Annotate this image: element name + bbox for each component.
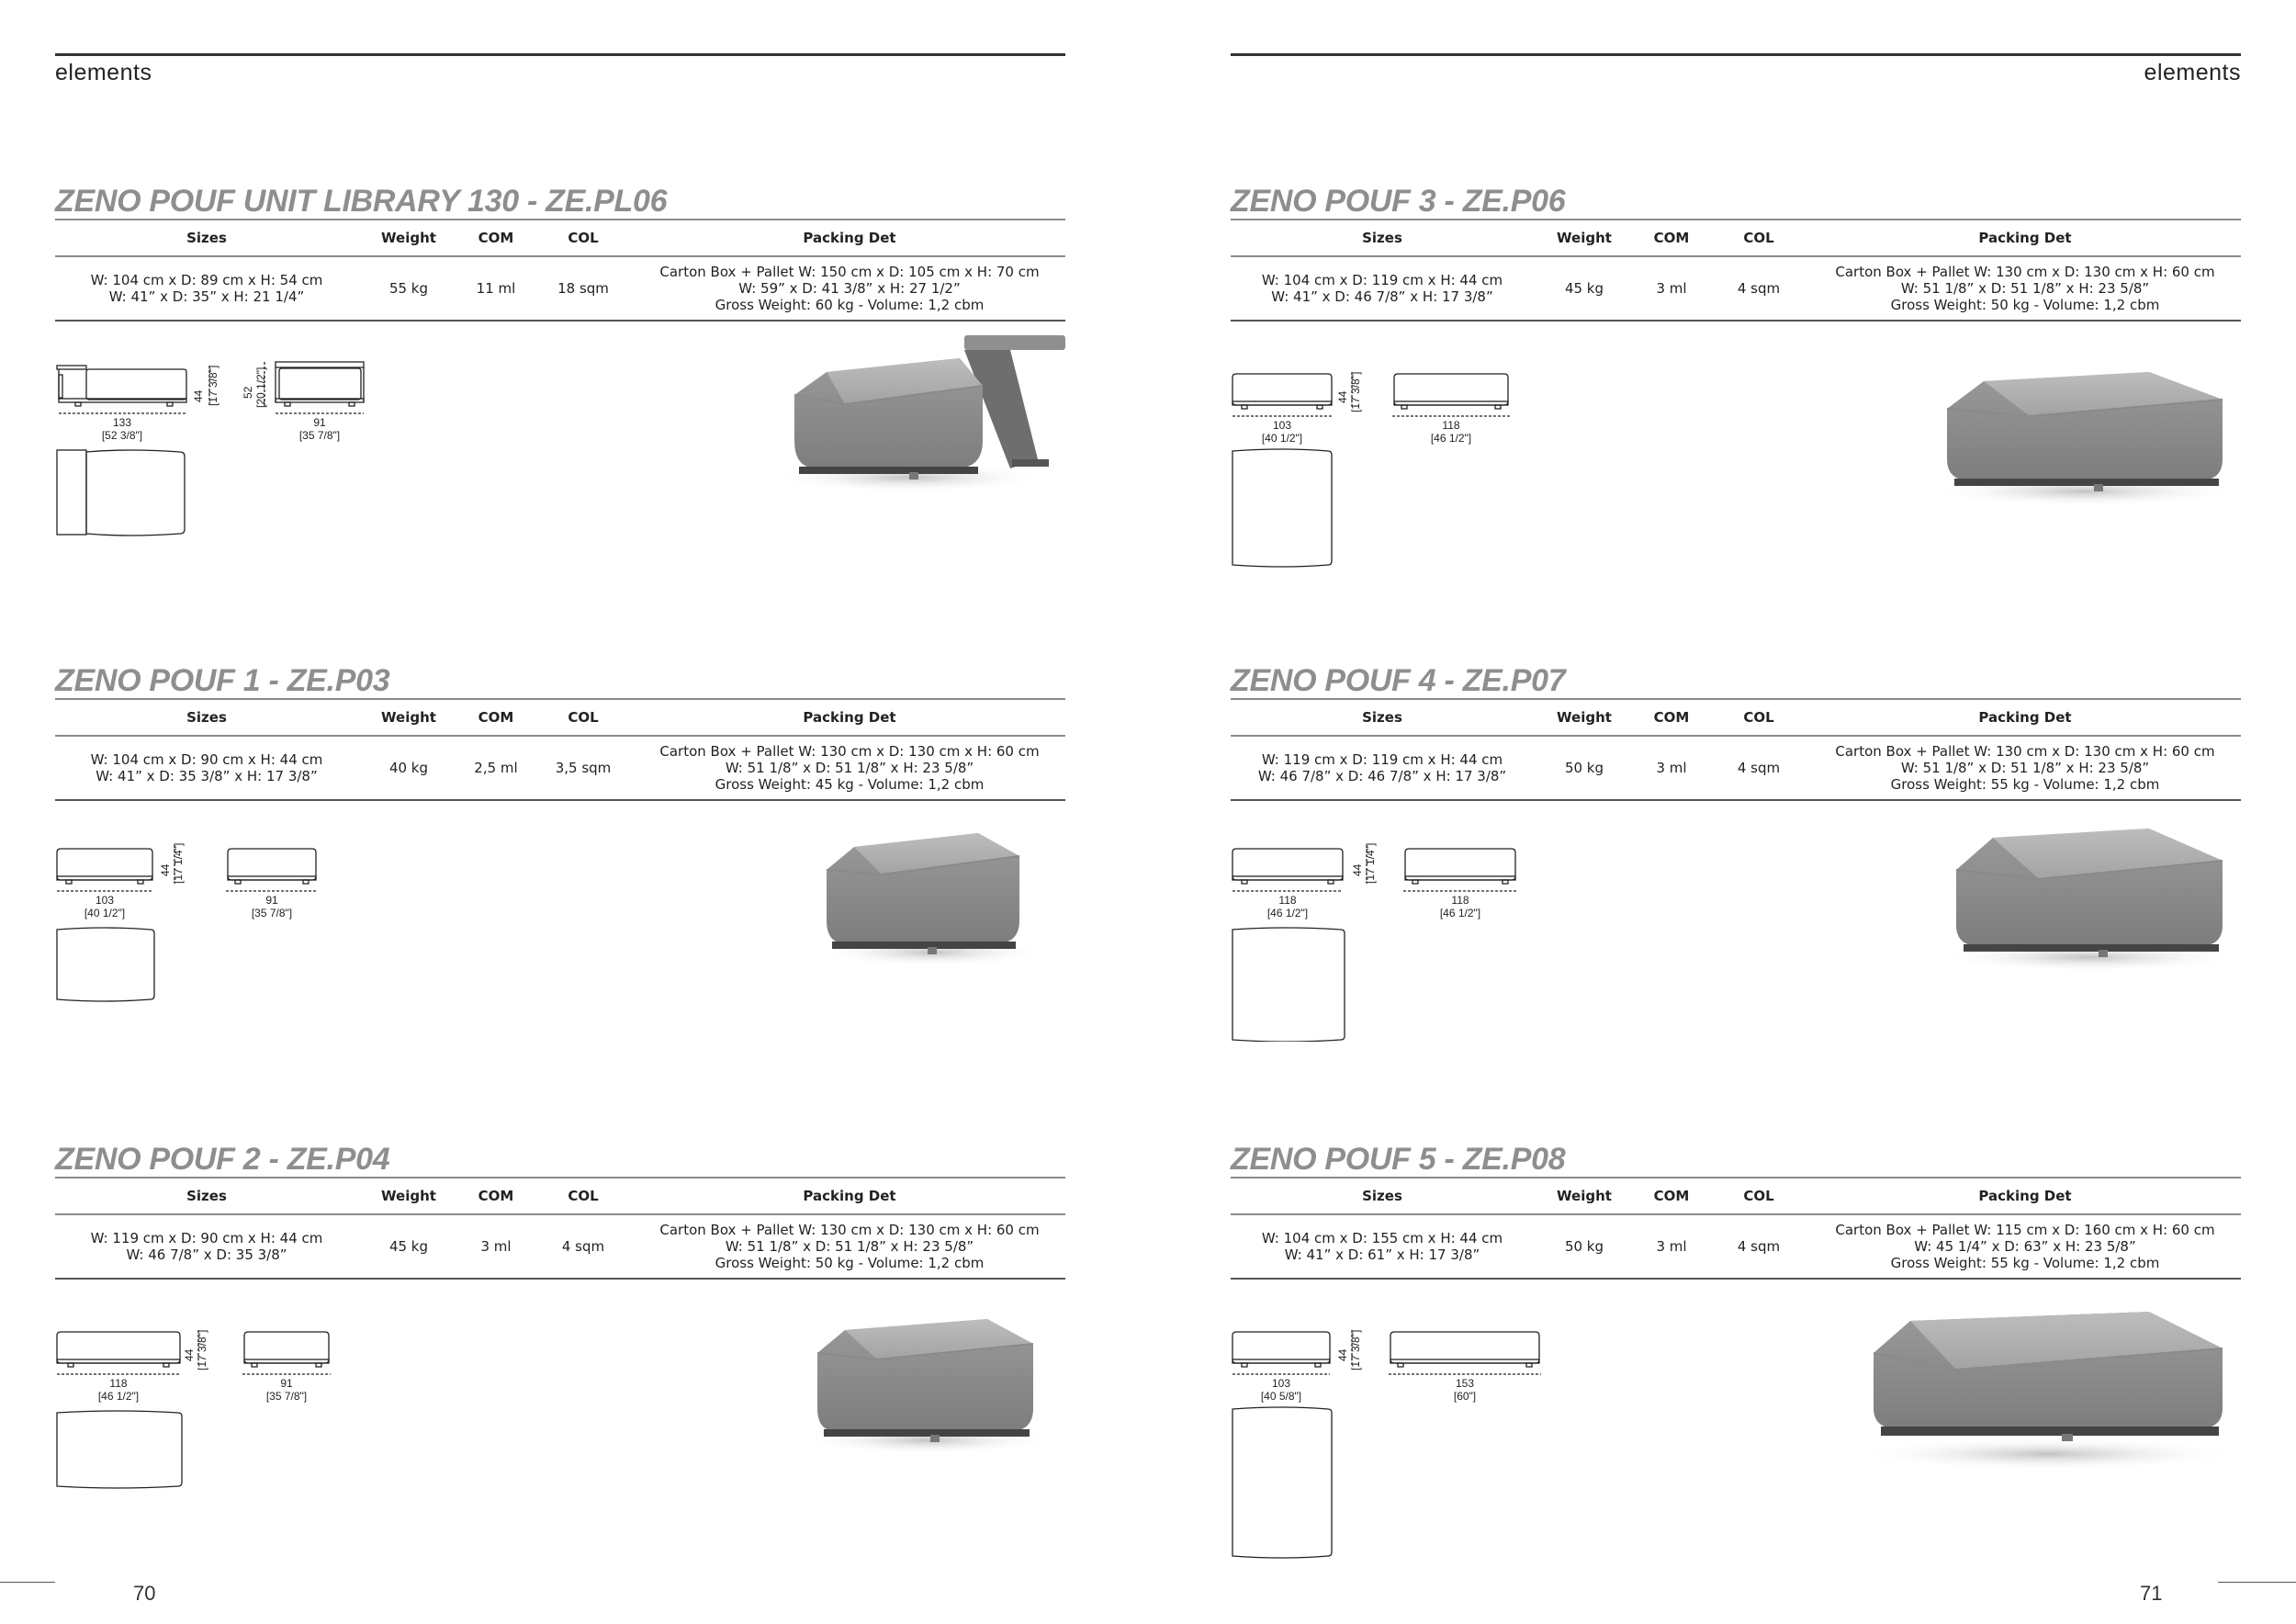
- col-col: COL: [533, 699, 634, 736]
- col-packing: Packing Det: [634, 1178, 1065, 1214]
- packing-cell: Carton Box + Pallet W: 130 cm x D: 130 cm x H: 60 cm W: 51 1/8” x D: 51 1/8” x H: 23 5/8” Gross Weight: 50 kg - Volume: 1,2 cbm: [634, 1214, 1065, 1279]
- table-row: [55, 1214, 1065, 1279]
- side-view: [228, 849, 316, 884]
- col-col: COL: [1708, 699, 1809, 736]
- com-cell: 2,5 ml: [459, 736, 533, 800]
- dim-front-height: 44: [183, 1348, 196, 1361]
- product-render: [771, 321, 1065, 505]
- col-col: COL: [533, 1178, 634, 1214]
- col-cell: 4 sqm: [1708, 256, 1809, 321]
- weight-cell: 55 kg: [358, 256, 459, 321]
- dim-front-width-in: [46 1/2"]: [1266, 907, 1309, 919]
- col-packing: Packing Det: [1809, 699, 2241, 736]
- col-com: COM: [459, 1178, 533, 1214]
- packing-cell: Carton Box + Pallet W: 115 cm x D: 160 cm x H: 60 cm W: 45 1/4” x D: 63” x H: 23 5/8” Gross Weight: 55 kg - Volume: 1,2 cbm: [1809, 1214, 2241, 1279]
- dim-front-width-in: [52 3/8"]: [101, 429, 143, 442]
- table-row: [1231, 256, 2241, 321]
- col-sizes: Sizes: [1231, 220, 1534, 256]
- dim-side-width: 153: [1455, 1377, 1475, 1390]
- packing-cell: Carton Box + Pallet W: 130 cm x D: 130 cm x H: 60 cm W: 51 1/8” x D: 51 1/8” x H: 23 5/8” Gross Weight: 50 kg - Volume: 1,2 cbm: [1809, 256, 2241, 321]
- dim-side-height-in: [20 1/2"]: [254, 367, 267, 408]
- front-view: [57, 1332, 180, 1367]
- col-cell: 4 sqm: [1708, 1214, 1809, 1279]
- spec-table: [1231, 219, 2241, 321]
- dim-front-height: 44: [1336, 390, 1349, 403]
- col-weight: Weight: [358, 1178, 459, 1214]
- weight-cell: 50 kg: [1534, 1214, 1635, 1279]
- sizes-cell: W: 104 cm x D: 89 cm x H: 54 cm W: 41” x D: 35” x H: 21 1/4”: [55, 256, 358, 321]
- table-row: [1231, 736, 2241, 800]
- col-col: COL: [1708, 1178, 1809, 1214]
- weight-cell: 50 kg: [1534, 736, 1635, 800]
- col-cell: 18 sqm: [533, 256, 634, 321]
- sizes-cell: W: 104 cm x D: 90 cm x H: 44 cm W: 41” x D: 35 3/8” x H: 17 3/8”: [55, 736, 358, 800]
- col-weight: Weight: [358, 699, 459, 736]
- col-sizes: Sizes: [55, 1178, 358, 1214]
- table-row: [55, 256, 1065, 321]
- weight-cell: 45 kg: [1534, 256, 1635, 321]
- side-view: [244, 1332, 329, 1367]
- front-view: [1232, 1332, 1330, 1367]
- technical-drawing: [55, 840, 349, 1023]
- spec-table: [55, 698, 1065, 801]
- page-left: [55, 0, 1065, 1624]
- product-render: [1938, 792, 2241, 985]
- col-com: COM: [1635, 1178, 1708, 1214]
- weight-cell: 45 kg: [358, 1214, 459, 1279]
- top-view: [1232, 1407, 1332, 1558]
- technical-drawing: [1231, 372, 1525, 574]
- side-view: [276, 362, 364, 406]
- dim-front-width: 103: [95, 894, 115, 907]
- page-right: [1231, 0, 2241, 1624]
- front-view: [57, 849, 152, 884]
- page-header: [55, 53, 1065, 85]
- dim-side-width-in: [60"]: [1453, 1390, 1477, 1403]
- side-view: [1390, 1332, 1539, 1367]
- packing-cell: Carton Box + Pallet W: 130 cm x D: 130 cm x H: 60 cm W: 51 1/8” x D: 51 1/8” x H: 23 5/8” Gross Weight: 45 kg - Volume: 1,2 cbm: [634, 736, 1065, 800]
- side-view: [1405, 849, 1515, 884]
- page-number: 71: [2140, 1582, 2163, 1605]
- page-header: [1231, 53, 2241, 85]
- header-label: elements: [2144, 60, 2241, 85]
- col-sizes: Sizes: [55, 699, 358, 736]
- dim-front-width: 118: [1278, 894, 1297, 907]
- col-packing: Packing Det: [634, 220, 1065, 256]
- dim-front-height-in: [17 3/8"]: [1349, 1330, 1362, 1370]
- product-render: [1929, 344, 2241, 519]
- com-cell: 3 ml: [1635, 736, 1708, 800]
- technical-drawing: [55, 1330, 349, 1514]
- table-row: [55, 736, 1065, 800]
- col-weight: Weight: [358, 220, 459, 256]
- packing-cell: Carton Box + Pallet W: 150 cm x D: 105 cm x H: 70 cm W: 59” x D: 41 3/8” x H: 27 1/2” Gross Weight: 60 kg - Volume: 1,2 cbm: [634, 256, 1065, 321]
- col-sizes: Sizes: [55, 220, 358, 256]
- spec-table: [55, 1177, 1065, 1280]
- dim-front-height-in: [17 1/4"]: [172, 842, 185, 884]
- sizes-cell: W: 104 cm x D: 119 cm x H: 44 cm W: 41” x D: 46 7/8” x H: 17 3/8”: [1231, 256, 1534, 321]
- front-view: [1232, 849, 1343, 884]
- sizes-cell: W: 104 cm x D: 155 cm x H: 44 cm W: 41” x D: 61” x H: 17 3/8”: [1231, 1214, 1534, 1279]
- spec-table: [55, 219, 1065, 321]
- com-cell: 3 ml: [459, 1214, 533, 1279]
- col-weight: Weight: [1534, 699, 1635, 736]
- dim-front-height: 44: [192, 389, 205, 402]
- product-title: ZENO POUF UNIT LIBRARY 130 - ZE.PL06: [55, 184, 668, 219]
- spec-table: [1231, 1177, 2241, 1280]
- dim-side-width: 91: [280, 1377, 293, 1390]
- dim-side-width-in: [46 1/2"]: [1439, 907, 1481, 919]
- dim-side-width-in: [35 7/8"]: [251, 907, 293, 919]
- dim-front-width-in: [40 1/2"]: [84, 907, 126, 919]
- dim-front-width-in: [46 1/2"]: [97, 1390, 140, 1403]
- product-title: ZENO POUF 3 - ZE.P06: [1231, 184, 1566, 219]
- page-number: 70: [133, 1582, 156, 1605]
- product-title: ZENO POUF 5 - ZE.P08: [1231, 1142, 1566, 1177]
- dim-side-width: 91: [313, 416, 326, 429]
- weight-cell: 40 kg: [358, 736, 459, 800]
- col-weight: Weight: [1534, 1178, 1635, 1214]
- col-sizes: Sizes: [1231, 699, 1534, 736]
- com-cell: 3 ml: [1635, 1214, 1708, 1279]
- col-col: COL: [533, 220, 634, 256]
- col-packing: Packing Det: [1809, 1178, 2241, 1214]
- dim-side-width-in: [46 1/2"]: [1430, 432, 1472, 445]
- technical-drawing: [1231, 1330, 1543, 1560]
- col-com: COM: [1635, 699, 1708, 736]
- dim-side-width: 118: [1442, 419, 1460, 432]
- dim-front-height: 44: [1351, 863, 1364, 876]
- col-sizes: Sizes: [1231, 1178, 1534, 1214]
- dim-front-width: 133: [112, 416, 132, 429]
- top-view: [57, 1411, 182, 1488]
- technical-drawing: [55, 358, 404, 542]
- col-col: COL: [1708, 220, 1809, 256]
- packing-cell: Carton Box + Pallet W: 130 cm x D: 130 cm x H: 60 cm W: 51 1/8” x D: 51 1/8” x H: 23 5/8” Gross Weight: 55 kg - Volume: 1,2 cbm: [1809, 736, 2241, 800]
- com-cell: 3 ml: [1635, 256, 1708, 321]
- product-render: [804, 1293, 1061, 1468]
- dim-side-height: 52: [242, 386, 254, 399]
- spec-table: [1231, 698, 2241, 801]
- sizes-cell: W: 119 cm x D: 90 cm x H: 44 cm W: 46 7/8” x D: 35 3/8”: [55, 1214, 358, 1279]
- top-view: [1232, 449, 1332, 567]
- dim-side-width-in: [35 7/8"]: [265, 1390, 308, 1403]
- header-label: elements: [55, 60, 152, 85]
- col-packing: Packing Det: [634, 699, 1065, 736]
- sizes-cell: W: 119 cm x D: 119 cm x H: 44 cm W: 46 7/8” x D: 46 7/8” x H: 17 3/8”: [1231, 736, 1534, 800]
- footer-rule: [0, 1582, 55, 1583]
- col-packing: Packing Det: [1809, 220, 2241, 256]
- dim-front-width-in: [40 1/2"]: [1261, 432, 1303, 445]
- dim-side-width-in: [35 7/8"]: [298, 429, 341, 442]
- col-com: COM: [459, 220, 533, 256]
- front-view: [57, 366, 186, 406]
- dim-front-width-in: [40 5/8"]: [1260, 1390, 1302, 1403]
- product-render: [1855, 1280, 2241, 1482]
- table-row: [1231, 1214, 2241, 1279]
- col-weight: Weight: [1534, 220, 1635, 256]
- col-com: COM: [459, 699, 533, 736]
- product-title: ZENO POUF 1 - ZE.P03: [55, 663, 390, 698]
- dim-side-width: 118: [1451, 894, 1469, 907]
- dim-front-width: 103: [1271, 1377, 1291, 1390]
- footer-rule: [2218, 1582, 2296, 1583]
- dim-side-width: 91: [265, 894, 278, 907]
- dim-front-height-in: [17 1/4"]: [1364, 842, 1377, 884]
- dim-front-height-in: [17 3/8"]: [1349, 372, 1362, 412]
- col-cell: 4 sqm: [1708, 736, 1809, 800]
- dim-front-height: 44: [1336, 1348, 1349, 1361]
- top-view: [57, 450, 185, 536]
- product-title: ZENO POUF 2 - ZE.P04: [55, 1142, 390, 1177]
- product-title: ZENO POUF 4 - ZE.P07: [1231, 663, 1566, 698]
- top-view: [1232, 928, 1345, 1042]
- dim-front-width: 103: [1272, 419, 1292, 432]
- col-cell: 4 sqm: [533, 1214, 634, 1279]
- technical-drawing: [1231, 840, 1525, 1042]
- dim-front-height: 44: [159, 863, 172, 876]
- product-render: [817, 801, 1056, 976]
- side-view: [1394, 374, 1508, 409]
- dim-front-height-in: [17 3/8"]: [196, 1330, 208, 1370]
- dim-front-height-in: [17 3/8"]: [207, 365, 219, 406]
- col-com: COM: [1635, 220, 1708, 256]
- com-cell: 11 ml: [459, 256, 533, 321]
- col-cell: 3,5 sqm: [533, 736, 634, 800]
- front-view: [1232, 374, 1332, 409]
- top-view: [57, 928, 154, 1001]
- dim-front-width: 118: [109, 1377, 128, 1390]
